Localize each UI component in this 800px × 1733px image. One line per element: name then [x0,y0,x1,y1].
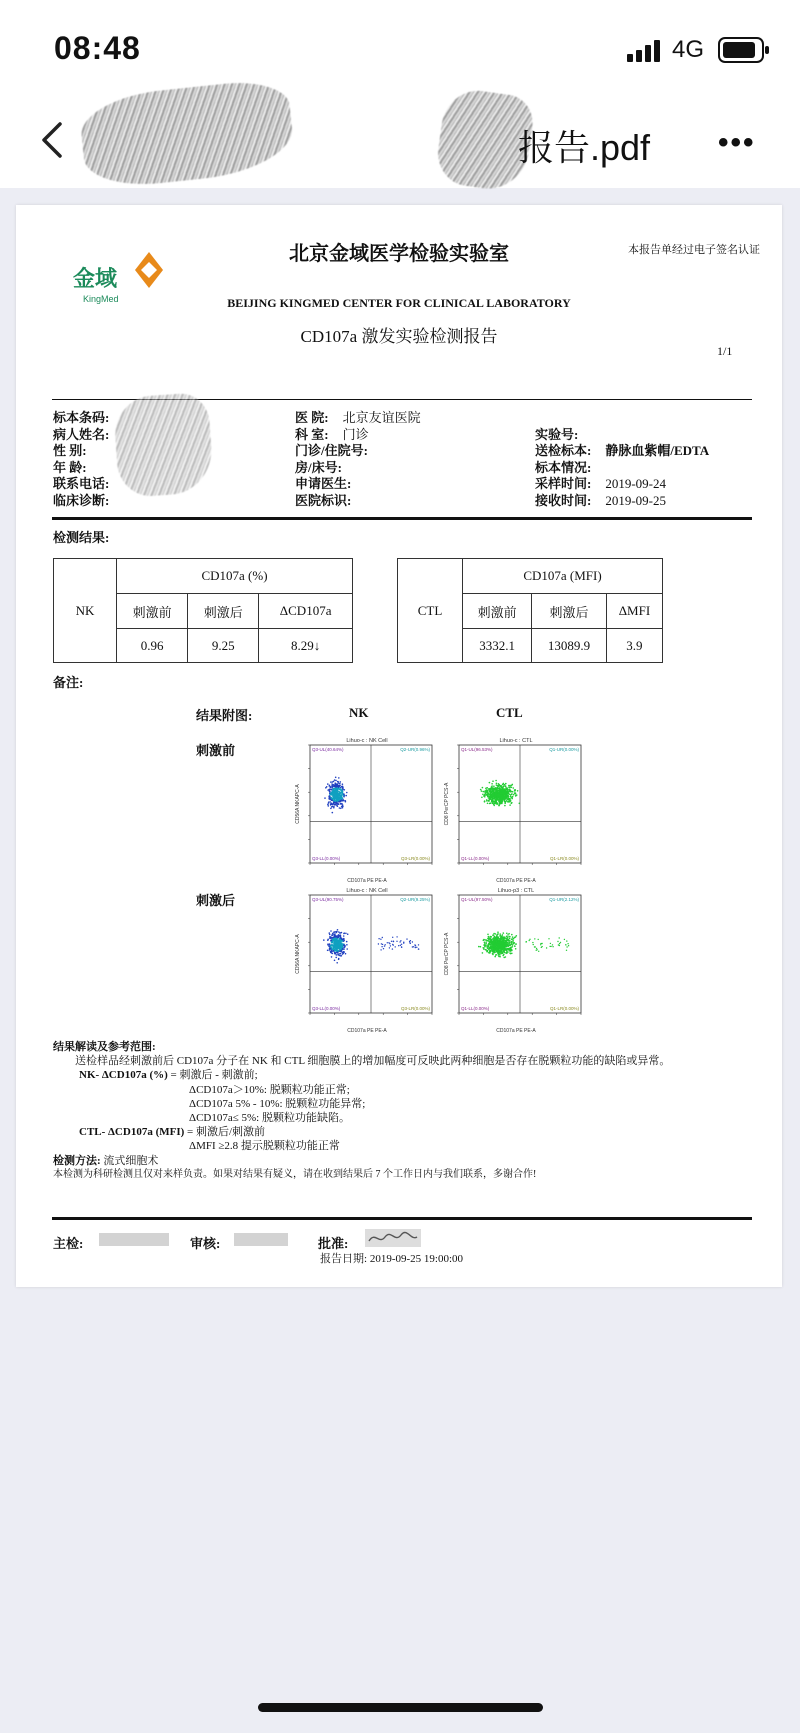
svg-text:CD8 PerCP PCS-A: CD8 PerCP PCS-A [444,932,450,976]
signature-image [365,1229,421,1247]
network-type: 4G [672,36,705,63]
svg-text:CD8 PerCP PCS-A: CD8 PerCP PCS-A [444,782,450,826]
cert-note: 本报告单经过电子签名认证 [628,244,760,256]
info-middle: 医 院: 北京友谊医院 科 室: 门诊 门诊/住院号: 房/床号: 申请医生: 医院标识: [295,410,421,508]
logo-text: 金域 [73,267,118,292]
remarks-label: 备注: [53,675,84,690]
svg-text:Q1-UL(96.53%): Q1-UL(96.53%) [461,747,493,752]
svg-text:Q1-LR(0.00%): Q1-LR(0.00%) [549,856,579,861]
svg-text:Q3-LL(0.00%): Q3-LL(0.00%) [312,856,341,861]
svg-text:CD107a PE PE-A: CD107a PE PE-A [496,1028,536,1034]
home-indicator [258,1703,543,1712]
svg-text:Q3-LR(0.00%): Q3-LR(0.00%) [400,856,430,861]
pdf-page [16,205,782,1287]
svg-text:Lihuo-c : NK Cell: Lihuo-c : NK Cell [346,738,388,744]
svg-text:Q3-UL(40.64%): Q3-UL(40.64%) [312,747,344,752]
top-bar [0,0,800,188]
signal-icon [627,40,665,62]
figure-ctl-label: CTL [496,705,523,720]
table-cell: 8.29↓ [259,629,353,663]
more-options-button[interactable]: ••• [718,126,756,159]
svg-text:CD107a PE PE-A: CD107a PE PE-A [496,878,536,884]
table-cell: 0.96 [117,629,188,663]
svg-text:Q1-UL(97.50%): Q1-UL(97.50%) [461,897,493,902]
back-button[interactable] [34,120,72,160]
report-title: CD107a 激发实验检测报告 [300,327,498,346]
lab-name-en: BEIJING KINGMED CENTER FOR CLINICAL LABORATORY [227,296,571,310]
figure-label: 结果附图: [196,708,253,723]
redaction-scribble [78,77,296,190]
info-right: 实验号: 送检标本: 静脉血紫帽/EDTA 标本情况: 采样时间: 2019-09-24 接收时间: 2019-09-25 [535,426,710,508]
info-left: 标本条码: 病人姓名: 性 别: 年 龄: 联系电话: 临床诊断: [53,410,110,508]
svg-text:Q2-UR(9.25%): Q2-UR(9.25%) [400,897,430,902]
redaction-scribble [113,392,215,498]
table-cell: 3.9 [606,629,662,663]
flow-plot-nk-after [292,885,442,1035]
before-stim-label: 刺激前 [196,743,236,758]
reviewer-label: 审核: [190,1236,221,1251]
approver-label: 批准: [318,1236,349,1251]
table-cell: 13089.9 [532,629,607,663]
results-label: 检测结果: [53,530,110,545]
chevron-left-icon [34,120,72,160]
signature-redacted [99,1233,169,1246]
svg-text:Lihuo-p3 : CTL: Lihuo-p3 : CTL [497,888,535,894]
document-title: 报告.pdf [518,127,651,168]
svg-text:Q1-LL(0.00%): Q1-LL(0.00%) [461,856,490,861]
svg-text:KingMed: KingMed [83,294,119,304]
svg-text:Lihuo-c : CTL: Lihuo-c : CTL [499,738,533,744]
report-date: 报告日期: 2019-09-25 19:00:00 [320,1253,464,1265]
status-time: 08:48 [54,30,141,66]
flow-plot-ctl-after [441,885,591,1035]
flow-plot-ctl-before [441,735,591,885]
lab-name-cn: 北京金域医学检验实验室 [289,243,509,265]
page-number: 1/1 [717,344,733,358]
svg-text:Q1-UR(2.12%): Q1-UR(2.12%) [549,897,579,902]
svg-text:Q3-UL(90.75%): Q3-UL(90.75%) [312,897,344,902]
after-stim-label: 刺激后 [196,893,236,908]
svg-text:CD107a PE PE-A: CD107a PE PE-A [347,1028,387,1034]
svg-text:Q1-LL(0.00%): Q1-LL(0.00%) [461,1006,490,1011]
table-cell: 9.25 [188,629,259,663]
signature-redacted [234,1233,288,1246]
ctl-result-table: CTL CD107a (MFI) 刺激前 刺激后 ΔMFI 3332.1 13089.9 3.9 [397,558,663,663]
svg-text:Q2-UR(0.96%): Q2-UR(0.96%) [400,747,430,752]
nk-result-table: NK CD107a (%) 刺激前 刺激后 ΔCD107a 0.96 9.25 8.29↓ [53,558,353,663]
svg-text:CD56A NKAPC-A: CD56A NKAPC-A [295,934,301,974]
table-cell: 3332.1 [463,629,532,663]
svg-text:Q1-LR(0.00%): Q1-LR(0.00%) [549,1006,579,1011]
flow-plot-nk-before [292,735,442,885]
svg-text:Q3-LL(0.00%): Q3-LL(0.00%) [312,1006,341,1011]
svg-text:Q1-UR(0.00%): Q1-UR(0.00%) [549,747,579,752]
svg-text:Q3-LR(0.00%): Q3-LR(0.00%) [400,1006,430,1011]
tester-label: 主检: [53,1236,84,1251]
svg-text:CD56A NKAPC-A: CD56A NKAPC-A [295,784,301,824]
svg-text:CD107a PE PE-A: CD107a PE PE-A [347,878,387,884]
svg-text:Lihuo-c : NK Cell: Lihuo-c : NK Cell [346,888,388,894]
interpretation-section: 结果解读及参考范围: 送检样品经刺激前后 CD107a 分子在 NK 和 CTL 细胞膜上的增加幅度可反映此两种细胞是否存在脱颗粒功能的缺陷或异常。 NK- ΔCD107a (%) = 刺激后 - 刺激前; ΔCD107a＞10%: 脱颗粒功能正常; ΔCD107a 5% - 10%: 脱颗粒功能异常; ΔCD107a≤ 5%: 脱颗粒功能缺陷。 CTL- ΔCD107a (MFI) = 刺激后/刺激前 ΔMFI ≥2.8 提示脱颗粒功能正常 检测方法: 流式细胞术 本检测为科研检测且仅对来样负责。如果对结果有疑义，请在收到结果后 7 个工作日内与我们联系，多谢合作! [53,1041,671,1180]
figure-nk-label: NK [349,705,369,720]
battery-icon [718,37,770,63]
